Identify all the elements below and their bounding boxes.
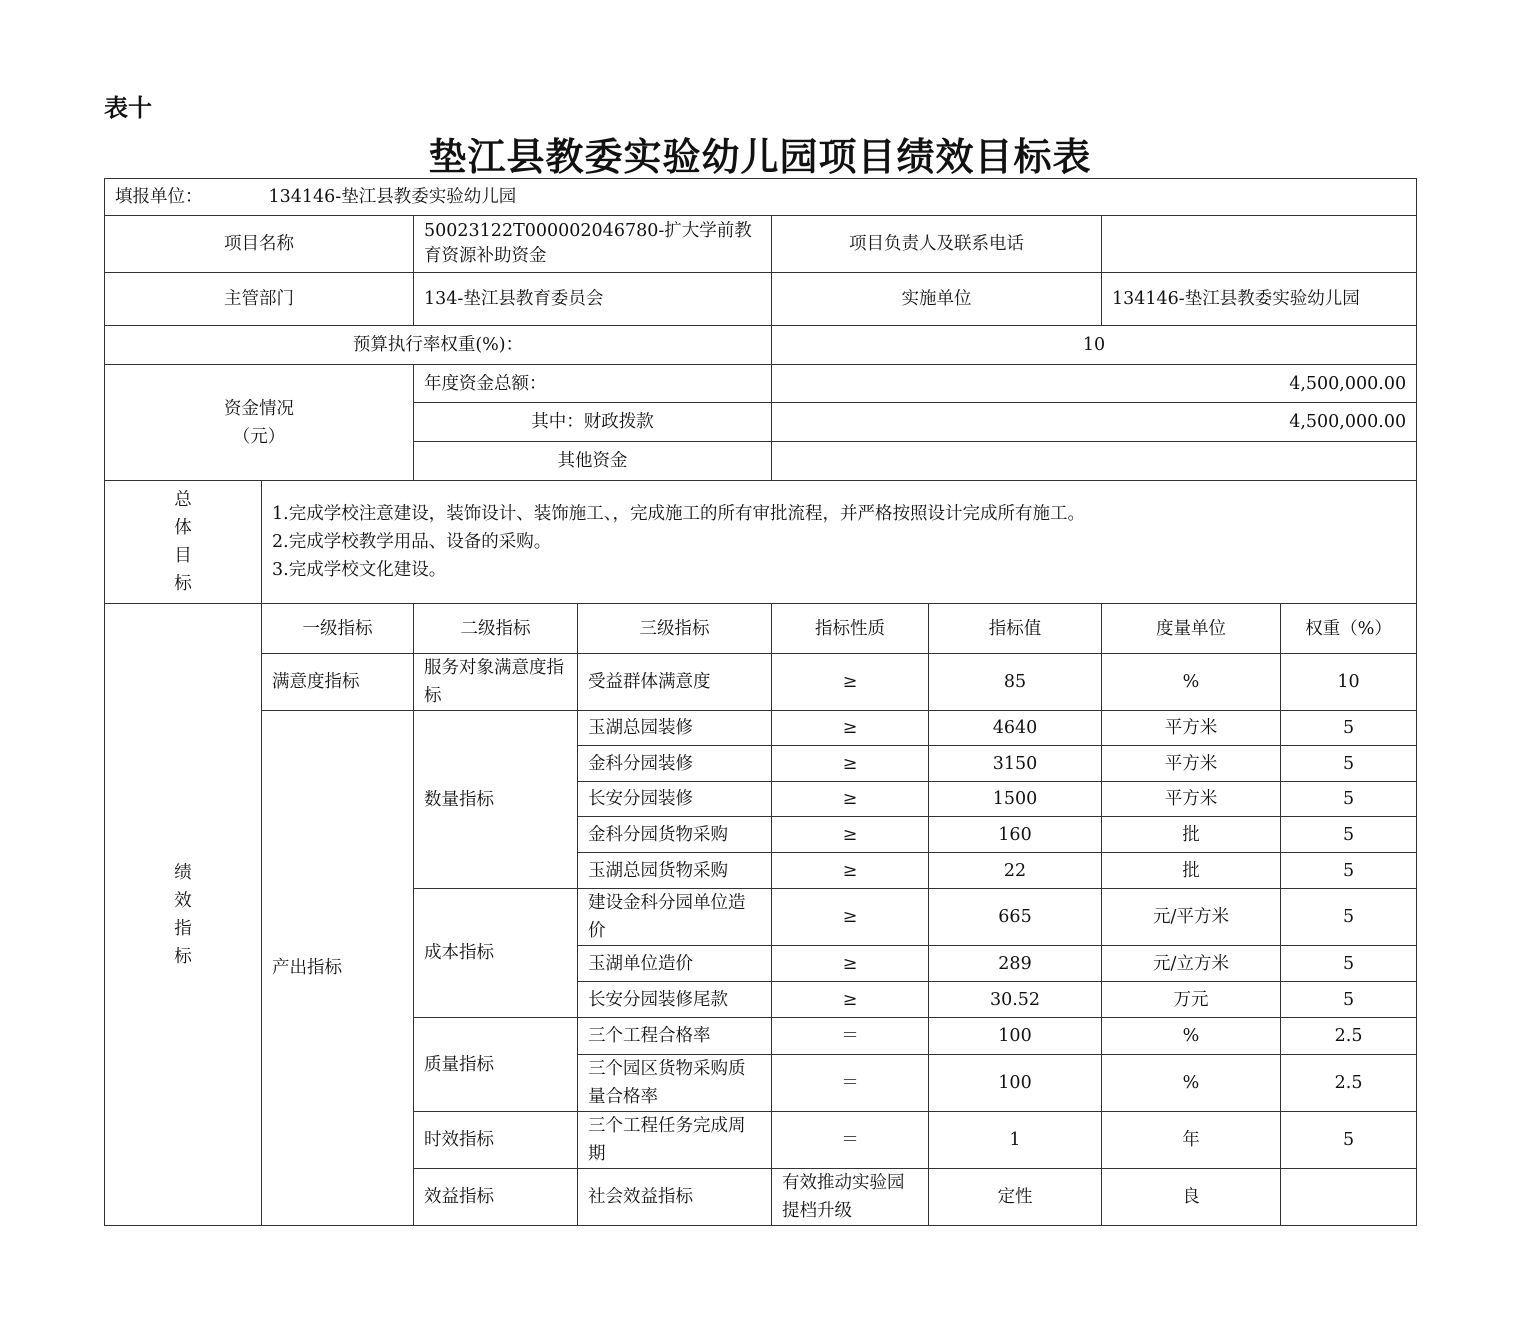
reporting-unit-cell	[105, 179, 1417, 216]
indicator-nature: ≥	[772, 853, 929, 889]
funds-other-value	[772, 442, 1417, 481]
level2-cost: 成本指标	[414, 889, 578, 1018]
indicator-name: 三个工程任务完成周期	[578, 1112, 772, 1169]
indicator-name: 长安分园装修尾款	[578, 982, 772, 1018]
indicator-weight: 5	[1281, 817, 1417, 853]
indicator-weight: 5	[1281, 1112, 1417, 1169]
indicator-value: 3150	[929, 746, 1102, 782]
contact-value	[1102, 216, 1417, 273]
overall-goals-char: 目	[174, 546, 192, 566]
funds-fiscal-value: 4,500,000.00	[772, 403, 1417, 442]
indicator-nature: ≥	[772, 654, 929, 711]
performance-indicators-char: 指	[174, 918, 192, 939]
indicator-weight: 2.5	[1281, 1055, 1417, 1112]
project-name-value: 50023122T000002046780-扩大学前教育资源补助资金	[414, 216, 772, 273]
reporting-unit-row	[105, 179, 1417, 216]
level1-satisfaction: 满意度指标	[262, 654, 414, 711]
indicator-nature: ≥	[772, 782, 929, 817]
indicator-unit: %	[1102, 654, 1281, 711]
header-value: 指标值	[929, 604, 1102, 654]
overall-goals-row	[105, 481, 1417, 604]
indicator-name: 有效推动实验园提档升级	[772, 1169, 929, 1226]
indicator-unit: 批	[1102, 853, 1281, 889]
level2-benefit: 社会效益指标	[578, 1169, 772, 1226]
dept-label: 主管部门	[105, 273, 414, 326]
reporting-unit-label: 填报单位：	[115, 187, 203, 207]
indicator-unit: 批	[1102, 817, 1281, 853]
overall-goals-char: 标	[174, 574, 192, 594]
indicator-value: 1500	[929, 782, 1102, 817]
budget-weight-row	[105, 326, 1417, 365]
indicator-weight: 2.5	[1281, 1018, 1417, 1055]
indicator-name: 金科分园货物采购	[578, 817, 772, 853]
indicator-row	[105, 711, 1417, 746]
overall-goals-content	[262, 481, 1417, 604]
indicator-value: 85	[929, 654, 1102, 711]
header-nature: 指标性质	[772, 604, 929, 654]
indicator-name: 长安分园装修	[578, 782, 772, 817]
level2-quality: 质量指标	[414, 1018, 578, 1112]
indicator-value: 100	[929, 1018, 1102, 1055]
indicator-unit: %	[1102, 1018, 1281, 1055]
performance-indicators-char: 效	[174, 890, 192, 911]
indicator-name: 玉湖单位造价	[578, 946, 772, 982]
overall-goals-char: 总	[174, 490, 192, 510]
indicator-unit: 年	[1102, 1112, 1281, 1169]
indicator-value: 289	[929, 946, 1102, 982]
indicator-nature: ≥	[772, 889, 929, 946]
indicator-name: 玉湖总园装修	[578, 711, 772, 746]
header-weight: 权重（%）	[1281, 604, 1417, 654]
document-title: 垫江县教委实验幼儿园项目绩效目标表	[428, 134, 1092, 179]
indicator-unit: 元/立方米	[1102, 946, 1281, 982]
goal-line: 2.完成学校教学用品、设备的采购。	[272, 532, 552, 552]
funds-label-line1: 资金情况	[224, 398, 294, 419]
indicator-unit: 平方米	[1102, 746, 1281, 782]
contact-label: 项目负责人及联系电话	[772, 216, 1102, 273]
header-unit: 度量单位	[1102, 604, 1281, 654]
indicator-unit: 万元	[1102, 982, 1281, 1018]
header-level2: 二级指标	[414, 604, 578, 654]
indicator-nature: ≥	[772, 711, 929, 746]
level1-output: 产出指标	[262, 711, 414, 1226]
level2-quantity: 数量指标	[414, 711, 578, 889]
indicator-nature: ＝	[772, 1112, 929, 1169]
department-row	[105, 273, 1417, 326]
indicator-unit: 平方米	[1102, 782, 1281, 817]
header-level1: 一级指标	[262, 604, 414, 654]
goal-line: 1.完成学校注意建设，装饰设计、装饰施工、，完成施工的所有审批流程，并严格按照设计完成所有施工。	[272, 504, 1085, 524]
indicator-unit	[1281, 1169, 1417, 1226]
performance-indicators-char: 标	[174, 946, 192, 967]
overall-goals-label	[105, 481, 262, 604]
impl-label: 实施单位	[772, 273, 1102, 326]
funds-label-line2: （元）	[232, 426, 286, 447]
funds-total-value: 4,500,000.00	[772, 365, 1417, 403]
indicator-value: 665	[929, 889, 1102, 946]
indicator-weight: 5	[1281, 746, 1417, 782]
indicator-unit: 平方米	[1102, 711, 1281, 746]
funds-label	[105, 365, 414, 481]
indicator-value: 良	[1102, 1169, 1281, 1226]
funds-total-row	[105, 365, 1417, 403]
indicator-weight: 5	[1281, 782, 1417, 817]
indicator-value: 4640	[929, 711, 1102, 746]
performance-target-table	[104, 178, 1417, 1226]
goal-line: 3.完成学校文化建设。	[272, 560, 447, 580]
funds-fiscal-label: 其中：财政拨款	[414, 403, 772, 442]
header-level3: 三级指标	[578, 604, 772, 654]
funds-other-label: 其他资金	[414, 442, 772, 481]
reporting-unit-value: 134146-垫江县教委实验幼儿园	[268, 187, 517, 207]
indicator-nature: 定性	[929, 1169, 1102, 1226]
indicator-nature: ≥	[772, 946, 929, 982]
indicator-nature: ＝	[772, 1018, 929, 1055]
project-name-label: 项目名称	[105, 216, 414, 273]
indicator-value: 22	[929, 853, 1102, 889]
indicator-nature: ≥	[772, 746, 929, 782]
indicator-name: 三个工程合格率	[578, 1018, 772, 1055]
indicator-weight: 5	[1281, 853, 1417, 889]
project-name-row	[105, 216, 1417, 273]
indicator-header-row	[105, 604, 1417, 654]
indicator-name: 受益群体满意度	[578, 654, 772, 711]
indicator-name: 三个园区货物采购质量合格率	[578, 1055, 772, 1112]
table-number-label: 表十	[104, 94, 152, 122]
indicator-name: 玉湖总园货物采购	[578, 853, 772, 889]
indicator-name: 金科分园装修	[578, 746, 772, 782]
indicator-value: 1	[929, 1112, 1102, 1169]
performance-indicators-char: 绩	[174, 862, 192, 883]
indicator-weight: 5	[1281, 889, 1417, 946]
level1-benefit: 效益指标	[414, 1169, 578, 1226]
overall-goals-char: 体	[174, 518, 192, 538]
indicator-value: 100	[929, 1055, 1102, 1112]
funds-total-label: 年度资金总额：	[414, 365, 772, 403]
indicator-weight: 5	[1281, 711, 1417, 746]
indicator-nature: ＝	[772, 1055, 929, 1112]
budget-weight-label: 预算执行率权重(%)：	[105, 326, 772, 365]
indicator-unit: %	[1102, 1055, 1281, 1112]
indicator-nature: ≥	[772, 982, 929, 1018]
indicator-row	[105, 654, 1417, 711]
indicator-value: 160	[929, 817, 1102, 853]
budget-weight-value: 10	[772, 326, 1417, 365]
indicator-weight: 10	[1281, 654, 1417, 711]
indicator-name: 建设金科分园单位造价	[578, 889, 772, 946]
dept-value: 134-垫江县教育委员会	[414, 273, 772, 326]
performance-indicators-label	[105, 604, 262, 1226]
indicator-unit: 元/平方米	[1102, 889, 1281, 946]
indicator-nature: ≥	[772, 817, 929, 853]
indicator-value: 30.52	[929, 982, 1102, 1018]
impl-value: 134146-垫江县教委实验幼儿园	[1102, 273, 1417, 326]
level2-timeliness: 时效指标	[414, 1112, 578, 1169]
level2-satisfaction: 服务对象满意度指标	[414, 654, 578, 711]
indicator-weight: 5	[1281, 982, 1417, 1018]
indicator-weight: 5	[1281, 946, 1417, 982]
